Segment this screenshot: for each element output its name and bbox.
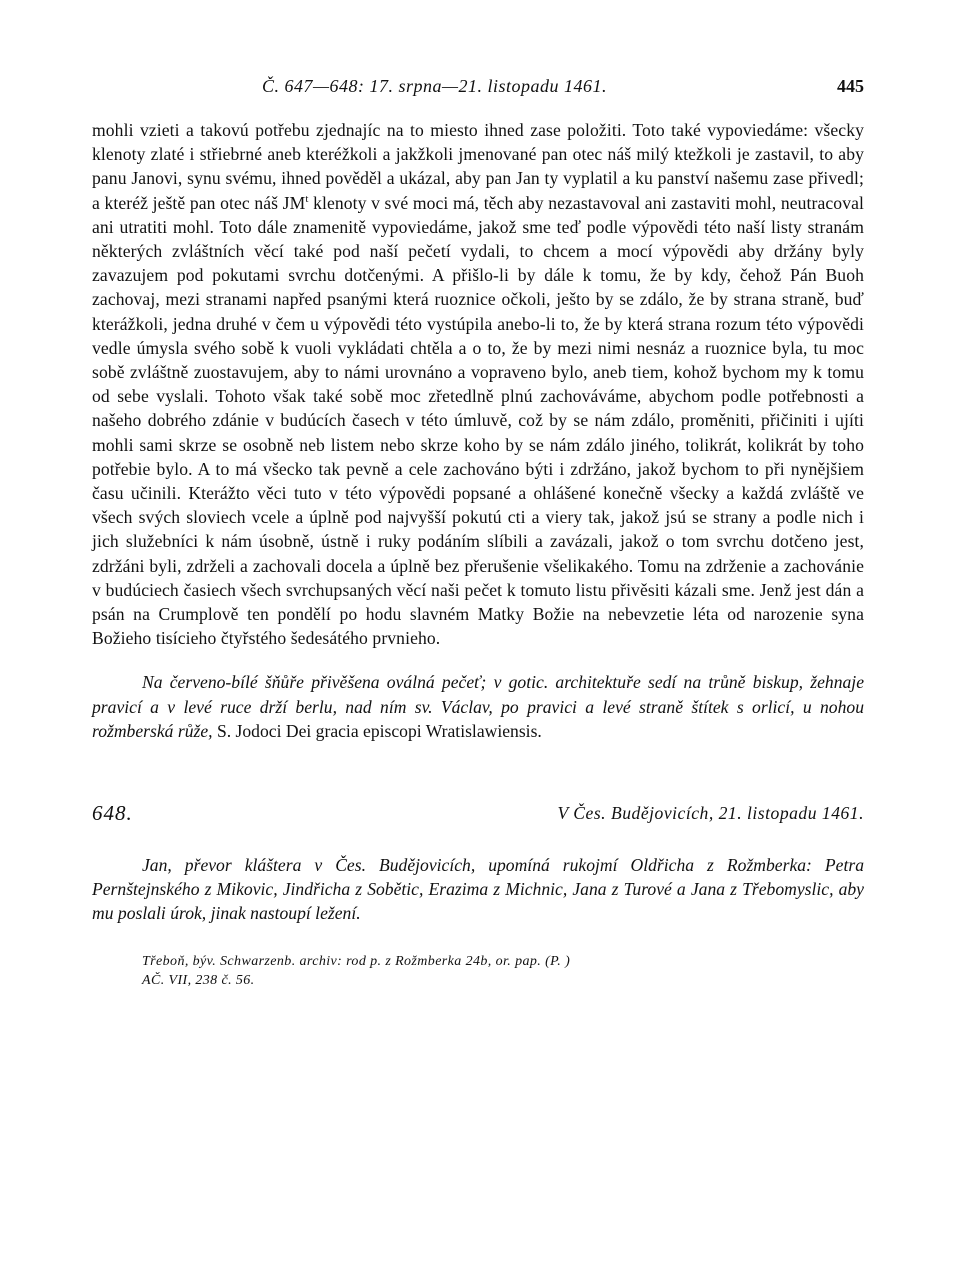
document-header — [92, 797, 864, 837]
seal-description-text: Na červeno-bílé šňůře přivěšena oválná pečeť; v gotic. architektuře sedí na trůně biskup, žehnaje pravicí a v levé ruce drží berlu, nad ním sv. Václav, po pravici a levé straně štítek s orlicí, u nohou rožmberská růže, — [92, 672, 864, 741]
source-note — [142, 952, 864, 990]
page — [92, 70, 864, 990]
document-regest: Jan, převor kláštera v Čes. Budějovicích, upomíná rukojmí Oldřicha z Rožmberka: Petra Pernštejnského z Mikovic, Jindřicha z Sobětic, Erazima z Michnic, Jana z Turové a Jana z Třebomyslic, aby mu poslali úrok, jinak nastoupí ležení. — [92, 855, 864, 924]
document-place-date: V Čes. Budějovicích, 21. listopadu 1461. — [557, 803, 864, 824]
source-edition: AČ. VII, 238 č. 56. — [142, 972, 255, 988]
body-paragraph — [92, 118, 864, 650]
body-text-part-2: klenoty v své moci má, těch aby nezastavoval ani zastaviti mohl, neutracoval ani utratiti mohl. Toto dále znamenitě vypoviedáme, jakož sme teď podle výpovědi této naší listy stranám některých zvláštních věcí také pod naší pečetí vydali, to chcem a mocí výpovědi aby držány byly zavazujem pod pokutami svrchu dotčenými. A přišlo-li by dále k tomu, že by kdy, čehož Pán Buoh zachovaj, mezi stranami napřed psanými která ruoznice očkoli, ješto by se zdálo, že by strana straně, buď kterážkoli, jedna druhé v čem u výpovědi této vystúpila anebo-li to, že by která strana rozum této výpovědi vedle úmysla svého sobě k vuoli vykládati chtěla a o to, že by mezi nimi nesnáz a ruoznice byla, tu moc sobě zvláštně zuostavujem, aby to námi urovnáno a vopraveno bylo, aneb tiem, kohož bychom my k tomu od sebe vyslali. Tohoto však také sobě moc zřetedlně plnú zachováváme, abychom podle potřebnosti a našeho dobrého zdánie v budúcích časech v této úmluvě, což by se nám zdálo, proměniti, přičiniti i ujíti mohli sami skrze se osobně neb listem nebo skrze koho by se nám zdálo jiného, tolikrát, kolikrát by toho potřebie bylo. A to má všecko tak pevně a cele zachováno býti i zdržáno, jakož bychom to při nynějšiem času učinili. Kterážto věci tuto v této výpovědi popsané a ohlášené konečně všecky a každá zvláště ve všech svých sloviech vcele a úplně pod najvyšší pokutú cti a viery tak, jakož jsú se strany a podle nich i jich služebníci k nám úsobně, ústně i ruky podáním slíbili a zavázali, jakož o tom svrchu dotčeno jest, zdržáni byli, zdrželi a zachovali docela a úplně bez přerušenie všelikakého. Tomu na zdrženie a zachovánie v budúciech časiech všech svrchupsaných věcí naši pečet k tomuto listu přivěsiti kázali sme. Jenž jest dán a psán na Crumplově ten pondělí po hodu slavném Matky Božie na nebevzetie léta od narozenie syna Božieho tisícieho čtyřstého šedesátého prvnieho. — [92, 192, 864, 649]
abbreviation-superscript: t — [305, 192, 309, 205]
seal-legend: S. Jodoci Dei gracia episcopi Wratislawiensis. — [212, 720, 542, 741]
page-number: 445 — [837, 76, 864, 96]
source-archive: Třeboň, býv. Schwarzenb. archiv: rod p. z Rožmberka 24b, or. pap. (P. ) — [142, 953, 571, 969]
body-text-part-1: mohli vzieti a takovú potřebu zjednajíc na to miesto ihned zase položiti. Toto také vypoviedáme: všecky klenoty zlaté i střiebrné aneb kteréžkoli a jakžkoli jmenované pan otec náš milý ktežkoli je zastavil, to aby panu Janovi, synu svému, ihned pověděl a ukázal, aby pan Jan ty vyplatil a ku panství našemu zase přivedl; a kteréž ještě pan otec náš JM — [92, 120, 864, 213]
running-head — [92, 70, 864, 104]
seal-description — [92, 670, 864, 743]
running-head-title: Č. 647—648: 17. srpna—21. listopadu 1461. — [262, 76, 608, 96]
document-number: 648. — [92, 801, 133, 826]
